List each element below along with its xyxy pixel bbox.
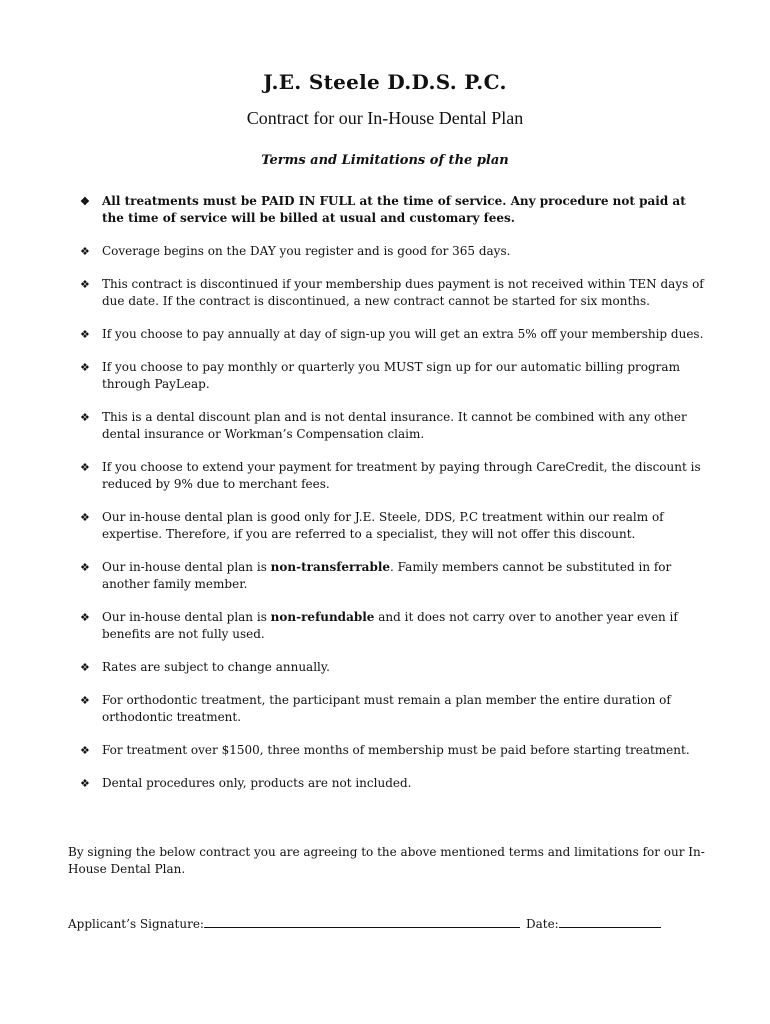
term-item bbox=[78, 243, 708, 260]
term-emphasis: non-refundable bbox=[270, 610, 375, 624]
diamond-bullet-icon: ❖ bbox=[80, 561, 90, 574]
term-text-suffix: . Family members cannot be substituted in for another family member. bbox=[102, 560, 672, 591]
term-item bbox=[78, 742, 708, 759]
term-text: If you choose to pay annually at day of sign-up you will get an extra 5% off your membership dues. bbox=[102, 327, 704, 341]
term-text bbox=[102, 560, 671, 591]
term-text: For orthodontic treatment, the participant must remain a plan member the entire duration of orthodontic treatment. bbox=[102, 693, 671, 724]
term-item bbox=[78, 409, 708, 443]
term-text-prefix: Our in-house dental plan is bbox=[102, 610, 271, 624]
applicant-signature-field[interactable] bbox=[204, 915, 520, 928]
diamond-bullet-icon: ❖ bbox=[80, 328, 90, 341]
term-text: This is a dental discount plan and is not dental insurance. It cannot be combined with any other dental insurance or Workman’s Compensation claim. bbox=[102, 410, 687, 441]
term-text: Rates are subject to change annually. bbox=[102, 660, 330, 674]
term-text: All treatments must be PAID IN FULL at the time of service. Any procedure not paid at the time of service will be billed at usual and customary fees. bbox=[102, 194, 686, 225]
diamond-bullet-icon: ❖ bbox=[80, 461, 90, 474]
term-emphasis: non-transferrable bbox=[270, 560, 391, 574]
diamond-bullet-icon: ❖ bbox=[80, 278, 90, 291]
term-item bbox=[78, 509, 708, 543]
term-text: Coverage begins on the DAY you register and is good for 365 days. bbox=[102, 244, 511, 258]
term-text: Our in-house dental plan is good only for J.E. Steele, DDS, P.C treatment within our realm of expertise. Therefore, if you are referred to a specialist, they will not offer this discount. bbox=[102, 510, 664, 541]
contract-subtitle: Contract for our In-House Dental Plan bbox=[246, 108, 524, 128]
diamond-bullet-icon: ❖ bbox=[80, 744, 90, 757]
date-label: Date: bbox=[525, 917, 559, 931]
term-item bbox=[78, 559, 708, 593]
diamond-bullet-icon: ❖ bbox=[80, 195, 90, 208]
diamond-bullet-icon: ❖ bbox=[80, 777, 90, 790]
terms-list bbox=[78, 193, 708, 808]
diamond-bullet-icon: ❖ bbox=[80, 411, 90, 424]
term-text bbox=[102, 610, 678, 641]
practice-title: J.E. Steele D.D.S. P.C. bbox=[263, 70, 507, 94]
diamond-bullet-icon: ❖ bbox=[80, 661, 90, 674]
term-text: Dental procedures only, products are not included. bbox=[102, 776, 412, 790]
term-text: This contract is discontinued if your membership dues payment is not received within TEN days of due date. If the contract is discontinued, a new contract cannot be started for six months. bbox=[102, 277, 704, 308]
agreement-statement: By signing the below contract you are agreeing to the above mentioned terms and limitations for our In-House Dental Plan. bbox=[68, 845, 705, 876]
diamond-bullet-icon: ❖ bbox=[80, 694, 90, 707]
term-text-prefix: Our in-house dental plan is bbox=[102, 560, 271, 574]
term-item bbox=[78, 359, 708, 393]
term-item bbox=[78, 775, 708, 792]
diamond-bullet-icon: ❖ bbox=[80, 511, 90, 524]
term-item bbox=[78, 193, 708, 227]
term-item bbox=[78, 609, 708, 643]
date-field[interactable] bbox=[559, 915, 661, 928]
term-item bbox=[78, 276, 708, 310]
term-text: If you choose to extend your payment for treatment by paying through CareCredit, the discount is reduced by 9% due to merchant fees. bbox=[102, 460, 701, 491]
term-item bbox=[78, 659, 708, 676]
diamond-bullet-icon: ❖ bbox=[80, 245, 90, 258]
term-item bbox=[78, 692, 708, 726]
term-text: If you choose to pay monthly or quarterly you MUST sign up for our automatic billing program through PayLeap. bbox=[102, 360, 680, 391]
applicant-signature-label: Applicant’s Signature: bbox=[68, 917, 204, 931]
signature-row bbox=[68, 915, 661, 933]
diamond-bullet-icon: ❖ bbox=[80, 611, 90, 624]
term-item bbox=[78, 326, 708, 343]
diamond-bullet-icon: ❖ bbox=[80, 361, 90, 374]
term-text: For treatment over $1500, three months of membership must be paid before starting treatment. bbox=[102, 743, 690, 757]
term-text-suffix: and it does not carry over to another year even if benefits are not fully used. bbox=[102, 610, 678, 641]
term-item bbox=[78, 459, 708, 493]
terms-heading: Terms and Limitations of the plan bbox=[261, 153, 509, 168]
